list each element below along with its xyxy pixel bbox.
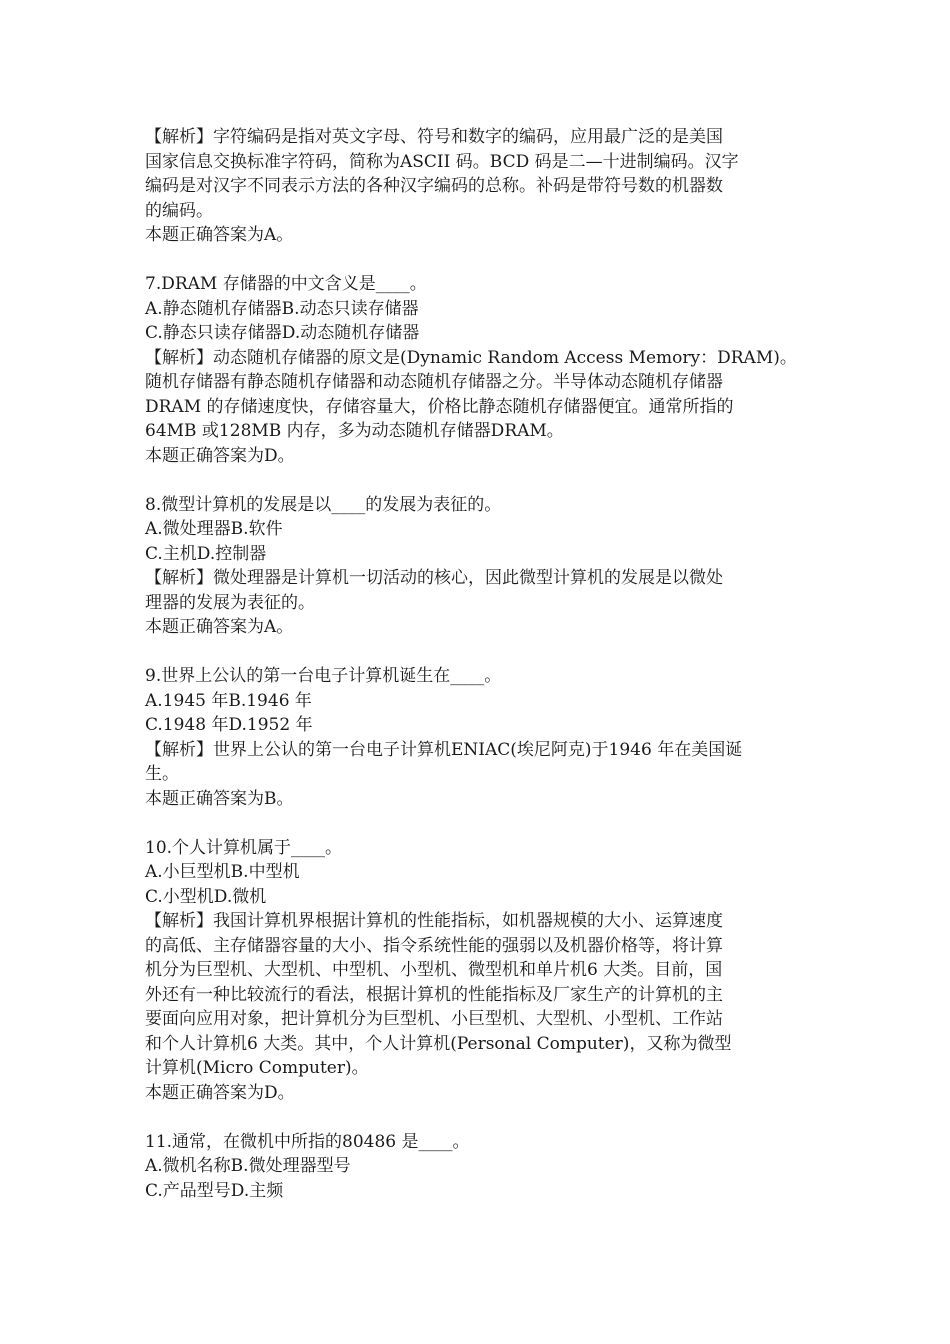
explanation-line: 要面向应用对象，把计算机分为巨型机、小巨型机、大型机、小型机、工作站 bbox=[145, 1009, 723, 1029]
answer-line: 本题正确答案为A。 bbox=[145, 617, 294, 637]
answer-line: 本题正确答案为B。 bbox=[145, 788, 294, 809]
explanation-line: 生。 bbox=[145, 764, 179, 784]
document-body bbox=[145, 125, 813, 1203]
question-text: 9.世界上公认的第一台电子计算机诞生在____。 bbox=[145, 666, 502, 686]
answer-line: 本题正确答案为A。 bbox=[145, 225, 294, 245]
explanation-line: 【解析】动态随机存储器的原文是(Dynamic Random Access Memory：DRAM)。 bbox=[145, 347, 797, 368]
question-block-11 bbox=[145, 1130, 813, 1204]
question-text: 11.通常，在微机中所指的80486 是____。 bbox=[145, 1131, 470, 1152]
explanation-line: 【解析】字符编码是指对英文字母、符号和数字的编码，应用最广泛的是美国 bbox=[145, 127, 723, 147]
explanation-line: 【解析】微处理器是计算机一切活动的核心，因此微型计算机的发展是以微处 bbox=[145, 568, 723, 588]
question-text: 10.个人计算机属于____。 bbox=[145, 837, 343, 858]
question-block-10 bbox=[145, 836, 813, 1106]
explanation-line: 的高低、主存储器容量的大小、指令系统性能的强弱以及机器价格等，将计算 bbox=[145, 935, 723, 956]
options-line: A.静态随机存储器B.动态只读存储器 bbox=[145, 298, 419, 319]
options-line: A.小巨型机B.中型机 bbox=[145, 862, 300, 882]
block-spacer bbox=[145, 1105, 813, 1130]
options-line: C.主机D.控制器 bbox=[145, 543, 267, 564]
block-spacer bbox=[145, 468, 813, 493]
question-block-9 bbox=[145, 664, 813, 811]
explanation-line: 外还有一种比较流行的看法，根据计算机的性能指标及厂家生产的计算机的主 bbox=[145, 984, 723, 1005]
options-line: C.产品型号D.主频 bbox=[145, 1180, 284, 1201]
explanation-line: 国家信息交换标准字符码，简称为ASCII 码。BCD 码是二—十进制编码。汉字 bbox=[145, 151, 739, 172]
answer-block-6 bbox=[145, 125, 813, 248]
explanation-line: 【解析】我国计算机界根据计算机的性能指标，如机器规模的大小、运算速度 bbox=[145, 911, 723, 931]
explanation-line: 64MB 或128MB 内存，多为动态随机存储器DRAM。 bbox=[145, 421, 564, 441]
explanation-line: 和个人计算机6 大类。其中，个人计算机(Personal Computer)，又称为微型 bbox=[145, 1033, 732, 1054]
explanation-line: 随机存储器有静态随机存储器和动态随机存储器之分。半导体动态随机存储器 bbox=[145, 372, 723, 392]
options-line: A.1945 年B.1946 年 bbox=[145, 690, 312, 711]
answer-line: 本题正确答案为D。 bbox=[145, 445, 295, 466]
question-text: 8.微型计算机的发展是以____的发展为表征的。 bbox=[145, 494, 502, 515]
options-line: C.静态只读存储器D.动态随机存储器 bbox=[145, 323, 420, 343]
explanation-line: 【解析】世界上公认的第一台电子计算机ENIAC(埃尼阿克)于1946 年在美国诞 bbox=[145, 739, 743, 760]
explanation-line: 机分为巨型机、大型机、中型机、小型机、微型机和单片机6 大类。目前，国 bbox=[145, 960, 723, 980]
explanation-line: 计算机(Micro Computer)。 bbox=[145, 1058, 369, 1078]
answer-line: 本题正确答案为D。 bbox=[145, 1082, 295, 1103]
options-line: C.1948 年D.1952 年 bbox=[145, 715, 313, 735]
explanation-line: 编码是对汉字不同表示方法的各种汉字编码的总称。补码是带符号数的机器数 bbox=[145, 176, 723, 196]
block-spacer bbox=[145, 248, 813, 273]
block-spacer bbox=[145, 640, 813, 665]
options-line: C.小型机D.微机 bbox=[145, 886, 267, 907]
question-block-7 bbox=[145, 272, 813, 468]
options-line: A.微机名称B.微处理器型号 bbox=[145, 1156, 351, 1176]
options-line: A.微处理器B.软件 bbox=[145, 519, 283, 539]
explanation-line: DRAM 的存储速度快，存储容量大，价格比静态随机存储器便宜。通常所指的 bbox=[145, 396, 734, 417]
question-block-8 bbox=[145, 493, 813, 640]
block-spacer bbox=[145, 811, 813, 836]
explanation-line: 的编码。 bbox=[145, 200, 213, 221]
question-text: 7.DRAM 存储器的中文含义是____。 bbox=[145, 274, 427, 294]
explanation-line: 理器的发展为表征的。 bbox=[145, 592, 315, 613]
